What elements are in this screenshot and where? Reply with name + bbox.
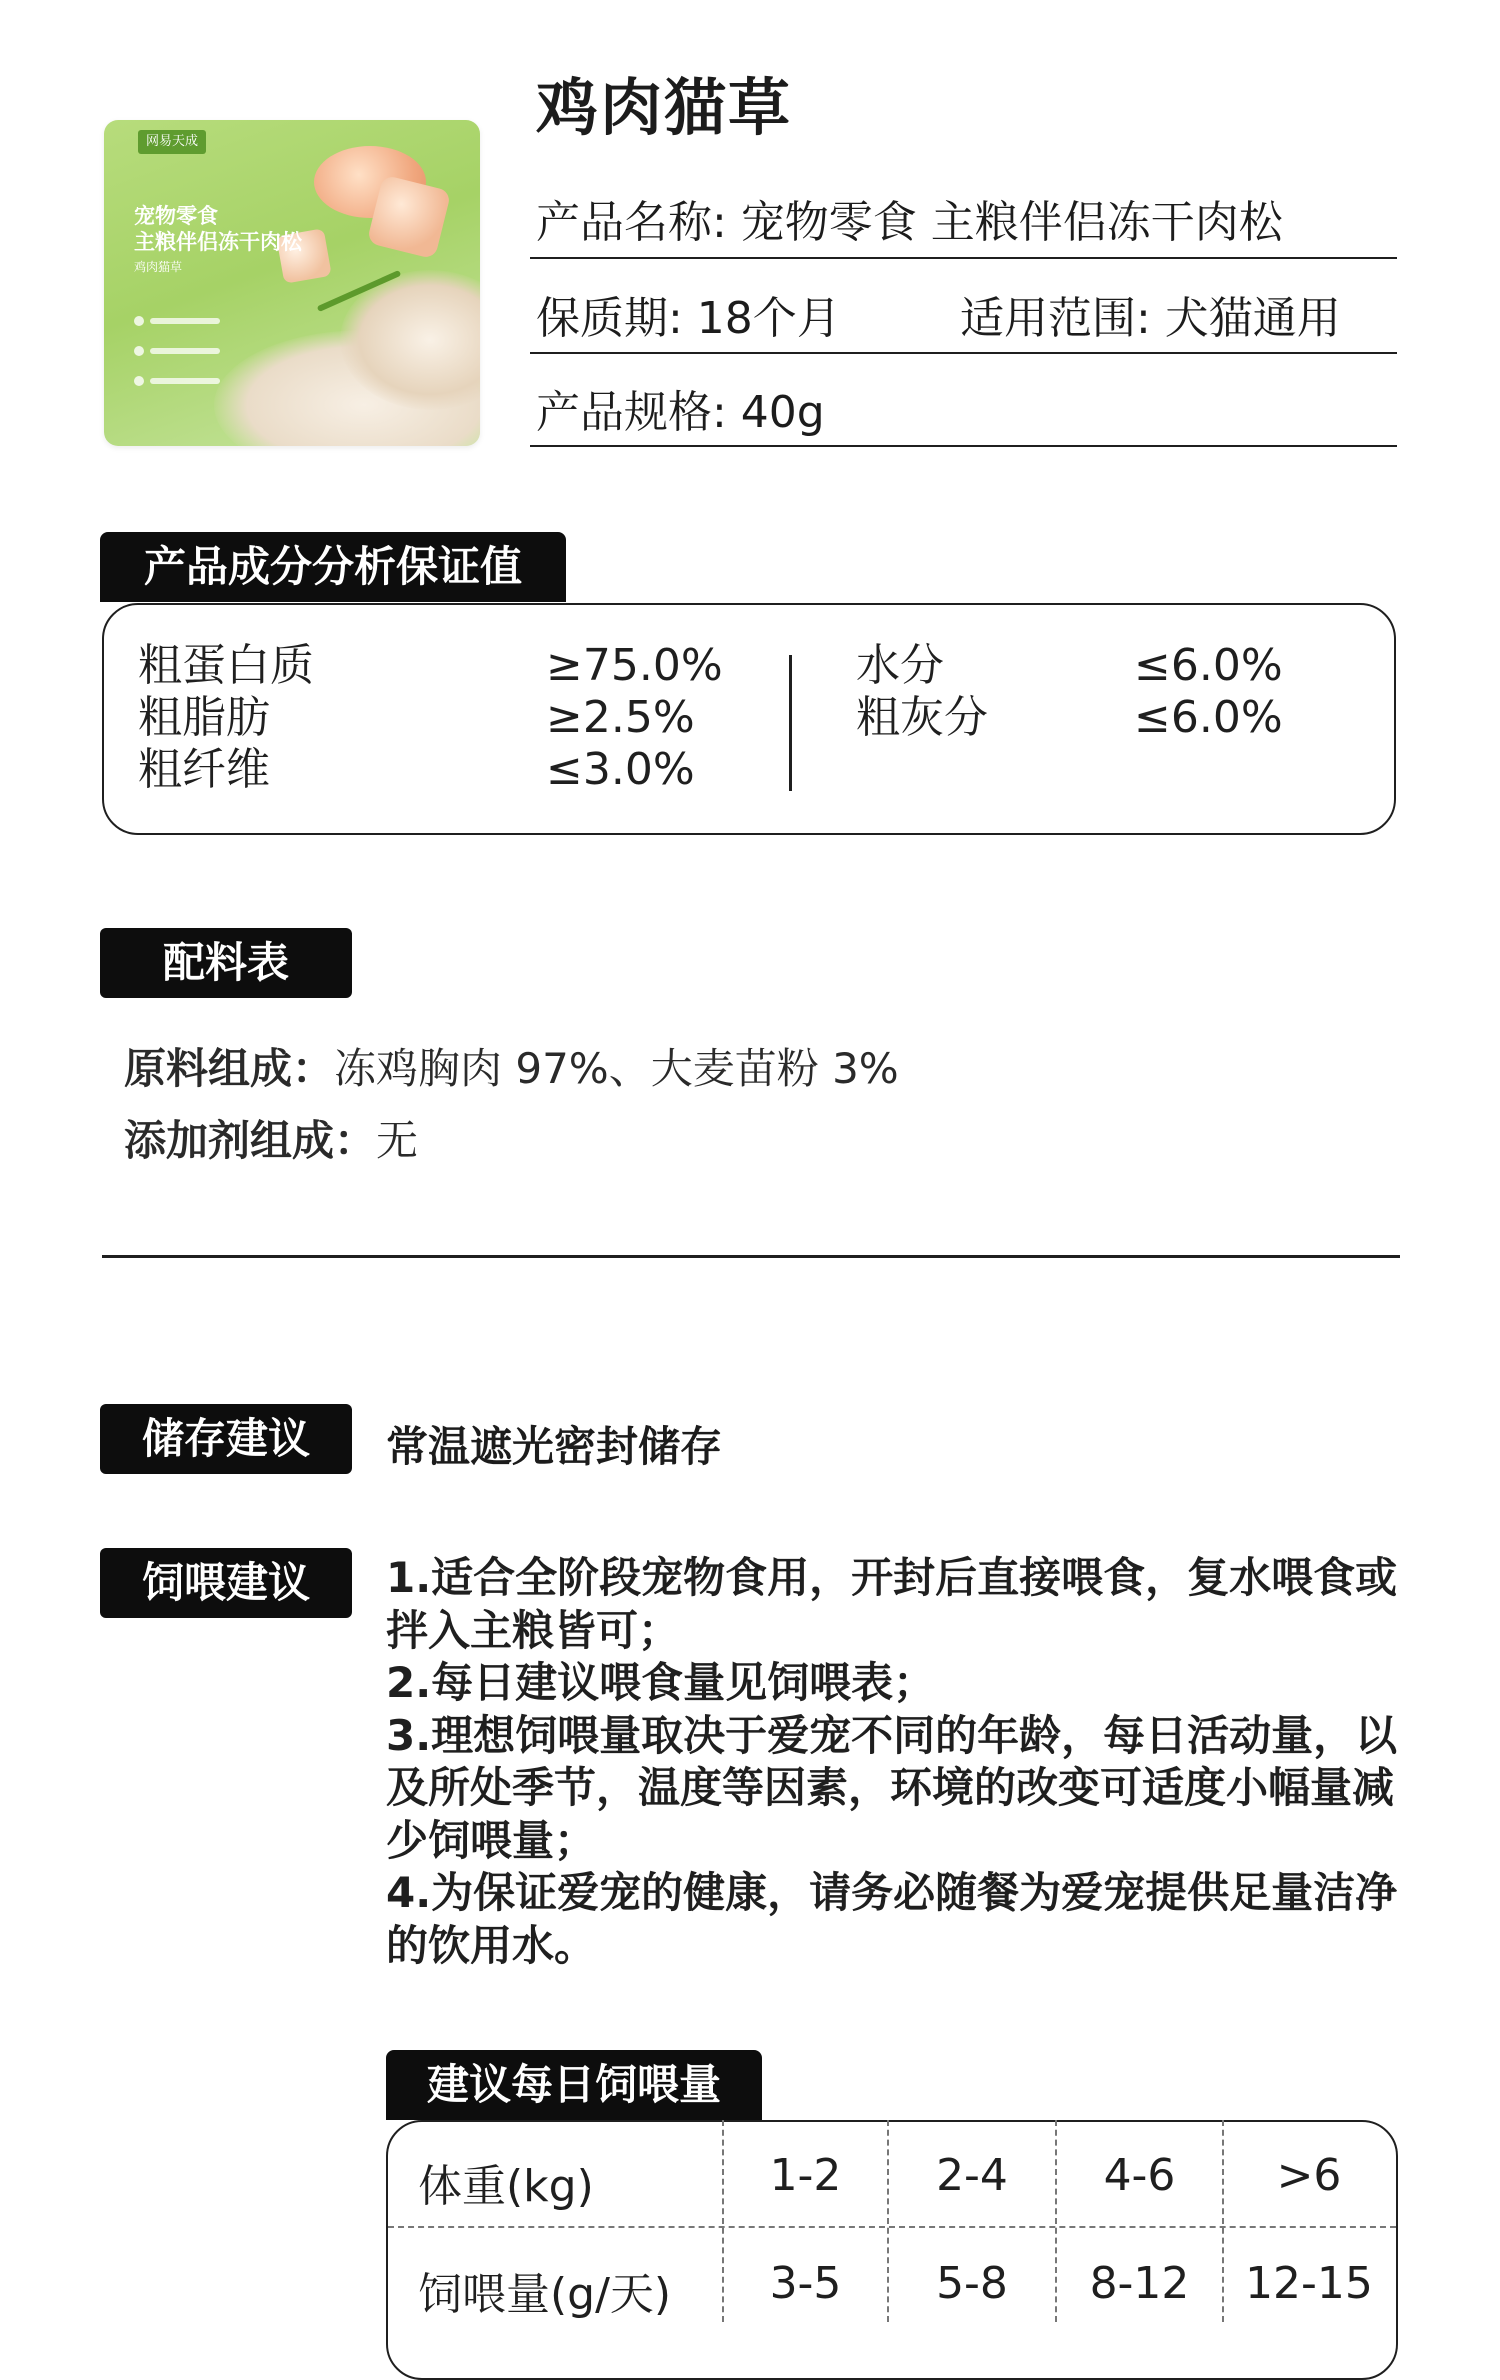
analysis-name: 水分: [856, 640, 944, 691]
table-cell: 8-12: [1089, 2258, 1190, 2309]
analysis-value: ≥2.5%: [546, 692, 695, 743]
table-cell: 1-2: [769, 2150, 842, 2201]
feeding-heading: 饲喂建议: [100, 1548, 352, 1618]
analysis-value: ≤6.0%: [1134, 692, 1283, 743]
divider: [530, 352, 1397, 354]
feeding-advice-item: 2.每日建议喂食量见饲喂表；: [386, 1658, 936, 1707]
feeding-advice-item: 1.适合全阶段宠物食用，开封后直接喂食，复水喂食或拌入主粮皆可；: [386, 1553, 1398, 1655]
usage-scope: 适用范围: 犬猫通用: [960, 293, 1341, 344]
freeze-dried-cube-illustration: [367, 175, 452, 260]
divider: [530, 257, 1397, 259]
analysis-value: ≥75.0%: [546, 640, 723, 691]
package-bullet-text: [150, 348, 220, 354]
table-cell: 5-8: [936, 2258, 1008, 2309]
feeding-advice: [386, 1552, 1400, 1972]
divider: [530, 445, 1397, 447]
product-package-image: [104, 120, 480, 446]
feeding-table-heading: 建议每日饲喂量: [386, 2050, 762, 2120]
storage-text: 常温遮光密封储存: [386, 1422, 723, 1471]
product-title: 鸡肉猫草: [536, 71, 793, 144]
raw-ingredients-value: 冻鸡胸肉 97%、大麦苗粉 3%: [334, 1044, 899, 1093]
table-cell: 4-6: [1103, 2150, 1176, 2201]
table-row-label: 体重(kg): [418, 2161, 594, 2212]
feeding-advice-item: 4.为保证爱宠的健康，请务必随餐为爱宠提供足量洁净的饮用水。: [386, 1868, 1398, 1970]
package-bullet-icon: [134, 346, 144, 356]
table-row-label: 饲喂量(g/天): [418, 2269, 672, 2320]
analysis-name: 粗灰分: [856, 692, 988, 743]
product-spec: 产品规格: 40g: [536, 387, 825, 438]
section-divider: [102, 1255, 1400, 1258]
package-bullet-text: [150, 378, 220, 384]
ingredients-heading: 配料表: [100, 928, 352, 998]
raw-ingredients: [124, 1036, 899, 1096]
additives-value: 无: [376, 1116, 419, 1165]
additives: [124, 1108, 418, 1168]
raw-ingredients-label: 原料组成：: [124, 1044, 335, 1093]
column-divider: [789, 655, 792, 791]
additives-label: 添加剂组成：: [124, 1116, 377, 1165]
table-cell: 12-15: [1245, 2258, 1373, 2309]
storage-heading: 储存建议: [100, 1404, 352, 1474]
package-text: 主粮伴侣冻干肉松: [134, 230, 302, 254]
package-text: 宠物零食: [134, 204, 218, 228]
table-cell: 2-4: [936, 2150, 1008, 2201]
package-bullet-icon: [134, 376, 144, 386]
package-brand-logo: 网易天成: [138, 130, 206, 154]
analysis-heading: 产品成分分析保证值: [100, 532, 566, 602]
table-cell: >6: [1276, 2150, 1342, 2201]
shelf-life: 保质期: 18个月: [536, 293, 841, 344]
analysis-value: ≤6.0%: [1134, 640, 1283, 691]
analysis-name: 粗脂肪: [138, 692, 270, 743]
analysis-value: ≤3.0%: [546, 744, 695, 795]
package-tag: 鸡肉猫草: [134, 260, 183, 274]
table-cell: 3-5: [769, 2258, 842, 2309]
analysis-name: 粗纤维: [138, 744, 270, 795]
analysis-name: 粗蛋白质: [138, 640, 314, 691]
package-bullet-icon: [134, 316, 144, 326]
table-row-divider: [388, 2226, 1396, 2228]
product-name: 产品名称: 宠物零食 主粮伴侣冻干肉松: [536, 197, 1283, 248]
feeding-advice-item: 3.理想饲喂量取决于爱宠不同的年龄，每日活动量，以及所处季节，温度等因素，环境的改变可适度小幅量减少饲喂量；: [386, 1710, 1398, 1865]
package-bullet-text: [150, 318, 220, 324]
